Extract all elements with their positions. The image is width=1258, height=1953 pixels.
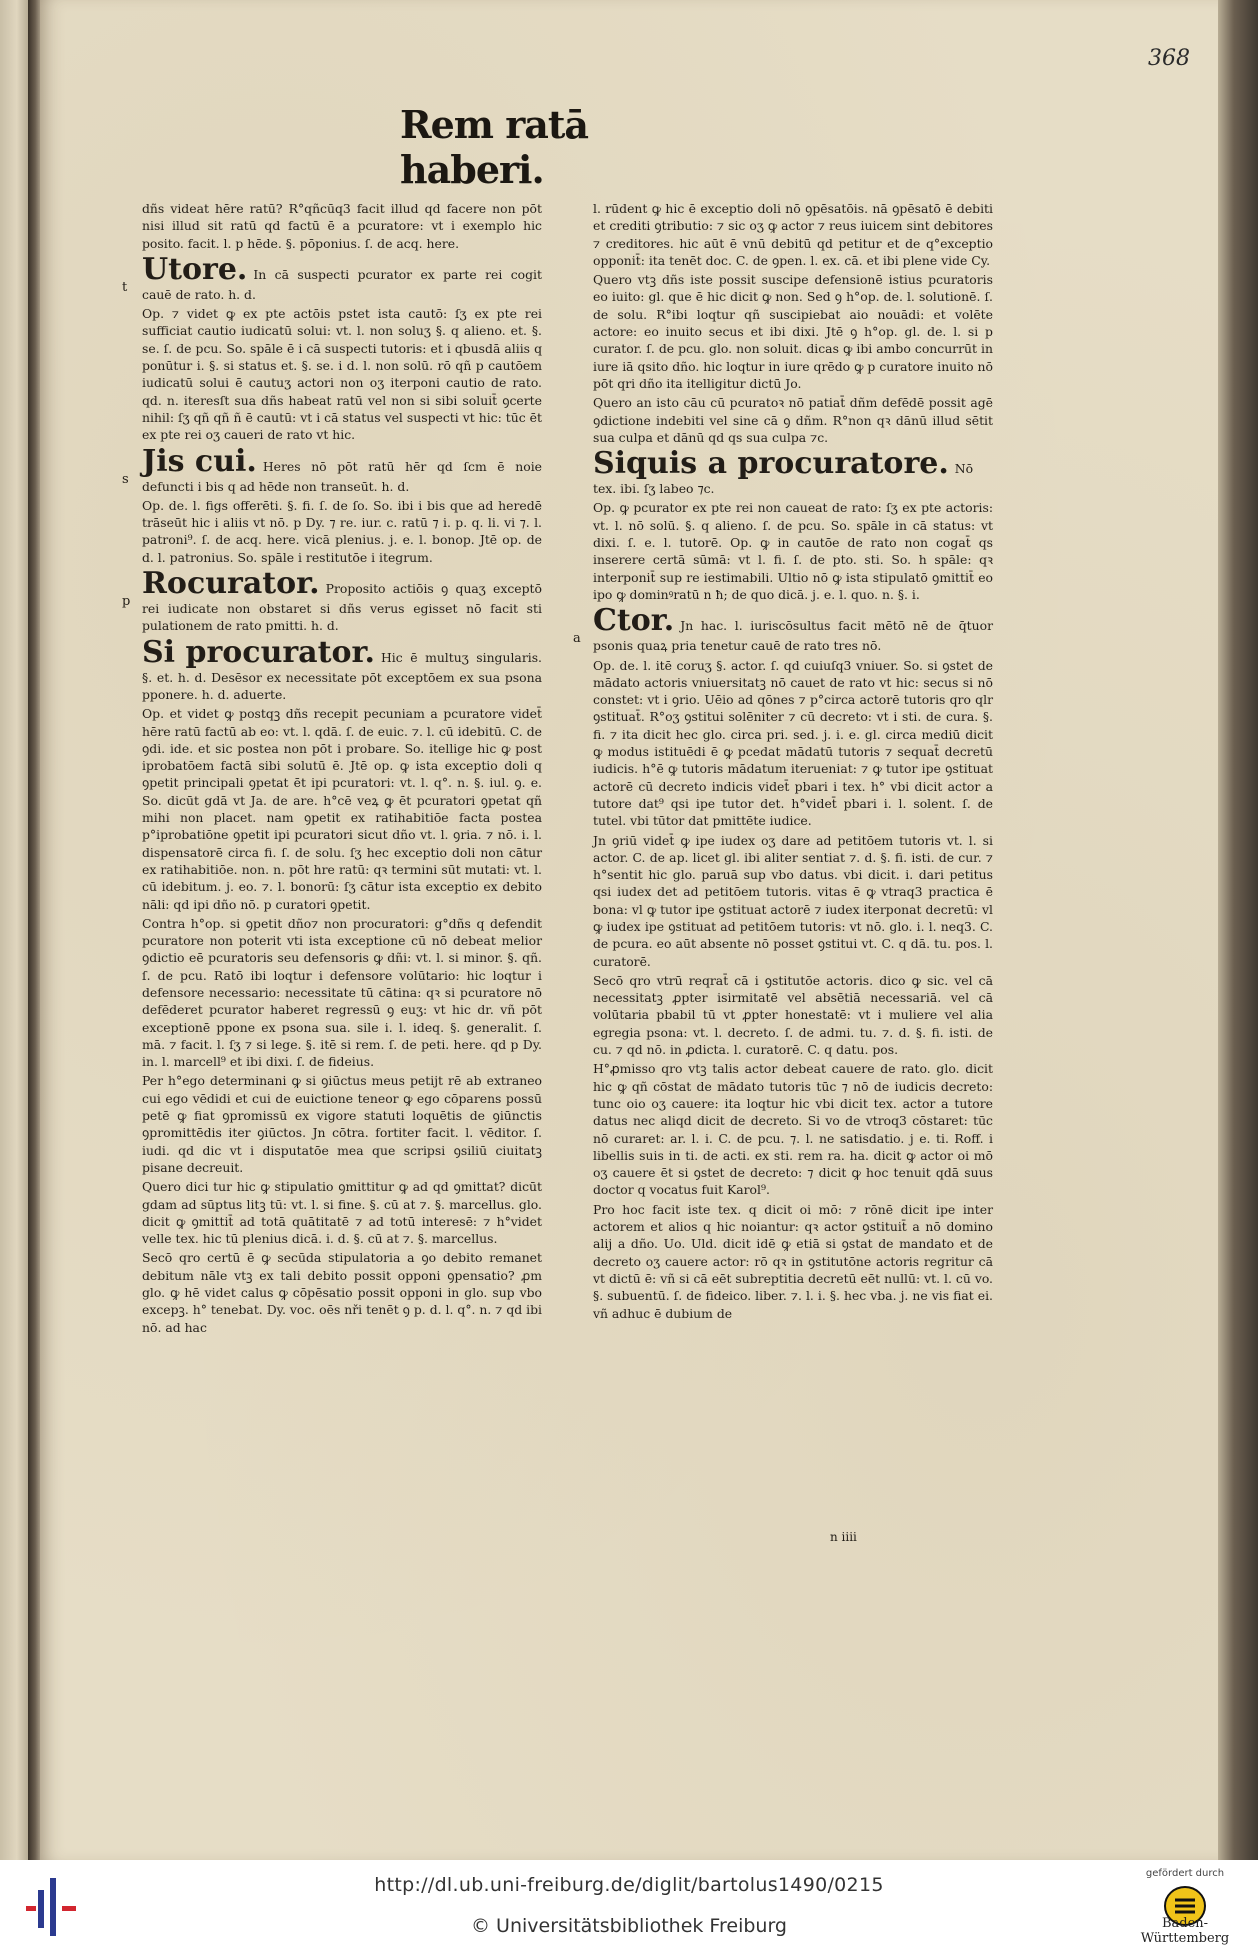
sponsor-name: Baden-Württemberg <box>1140 1916 1230 1946</box>
text-paragraph: Op. ꝙ pcurator ex pte rei non caueat de rato: ſʒ ex pte actoris: vt. l. nō solū. §. q alieno. ſ. de pcu. So. spāle in cā status: vt dixi. ſ. e. l. tutorē. Op. ꝙ in cautōe de rato non cogat̄ qs inserere certā sūmā: vt l. fi. ſ. de pto. sti. So. h spāle: qꝛ interponit̄ sup re iestimabili. Ultio nō ꝙ ista stipulatō ꝯmittit̄ eo ipo ꝙ dominꝰratū n ħ; de quo dicā. j. e. l. quo. n. §. i. <box>593 500 993 602</box>
text-paragraph: Quero an isto cāu cū pcuratoꝛ nō patiat̄ dñm defēdē possit agē ꝯdictione indebiti vel sine cā ꝯ dñm. R°non qꝛ dānū illud sētit sua culpa et dānū qd qs sua culpa ⁊c. <box>593 395 993 445</box>
lemma-paragraph <box>142 634 542 704</box>
text-paragraph: Op. et videt ꝙ postqꝫ dñs recepit pecuniam a pcuratore videt̄ hēre ratū factū ab eo: vt. l. qdā. ſ. de euic. ⁊. l. cū idebitū. C. de ꝯdi. ide. et sic postea non pōt i probare. So. itellige hic ꝙ post iprobatōem factā sibi solutū ē. Jtē op. ꝙ ista exceptio doli q ꝯpetit principali ꝯpetat ēt ipi pcuratori: vt. l. q°. n. §. iul. ꝯ. e. So. dicūt gdā vt Ja. de are. h°cē veꝝ ꝙ ēt pcuratori ꝯpetat qñ mihi non placet. nam ꝯpetit ex ratihabitiōe facta postea p°iprobatiōne ꝯpetit ipi pcuratori sicut dño vt. l. ꝯria. ⁊ nō. i. l. dispensatorē circa fi. ſ. de solu. ſʒ hec exceptio doli non cātur ex ratihabitiōe. non. n. pōt hre ratū: qꝛ termini sūt mutati: vt. l. cū idebitum. j. eo. ⁊. l. bonorū: ſʒ cātur ista exceptio ex debito nāli: qd ipi dño nō. p curatori ꝯpetit. <box>142 706 542 912</box>
text-paragraph: Op. ⁊ videt ꝙ ex pte actōis pstet ista cautō: ſʒ ex pte rei sufficiat cautio iudicatū solui: vt. l. non soluʒ §. q alieno. et. §. se. ſ. de pcu. So. spāle ē i cā suspecti tutoris: et i qbusdā aliis q ponūtur i. §. si status et. §. se. i d. l. non solū. rō qñ p cautōem iudicatū solui ē cautuʒ actori non oʒ iterponi cautio de rato. qd. n. iteresſt sua dñs habeat ratū vel non si sibi soluit̄ ꝯcerte nihil: ſʒ qñ qñ ñ ē cautū: vt i cā status vel suspecti vt hic: tūc ēt ex pte rei oʒ caueri de rato vt hic. <box>142 306 542 443</box>
facing-page-edge <box>0 0 28 1860</box>
page-fore-edge <box>1218 0 1258 1860</box>
folio-number: 368 <box>1148 46 1190 71</box>
lemma-text: Proposito actiōis ꝯ quaʒ exceptō rei iudicate non obstaret si dñs verus egisset nō facit sti pulationem de rato pmitti. h. d. <box>142 581 542 634</box>
text-paragraph: H°ꝓmisso qro vtꝫ talis actor debeat cauere de rato. glo. dicit hic ꝙ qñ cōstat de mādato tutoris tūc ⁊ nō de iudicis decreto: tunc oio oʒ cauere: ita loqtur hic vbi dicit tex. actor a tutore datus nec aliqd dicit de decreto. Si vo de vtroq3 cōstaret: tūc nō curaret: ar. l. i. C. de pcu. ⁊. l. ne satisdatio. j e. ti. Roff. i libellis suis in ti. de acti. ex sti. rem ra. ha. dicit ꝙ actor oi mō oʒ cauere ēt si ꝯstet de decreto: ⁊ dicit ꝙ hoc tenuit qdā suus doctor q vocatus fuit Karol⁹. <box>593 1061 993 1198</box>
text-paragraph: Quero vtꝫ dñs iste possit suscipe defensionē istius pcuratoris eo iuito: gl. que ē hic dicit ꝙ non. Sed ꝯ h°op. de. l. solutionē. ſ. de solu. R°ibi loqtur qñ suscipiebat aio nouādi: et volēte actore: eo inuito secus et ibi dixi. Jtē ꝯ h°op. gl. de. l. si p curator. ſ. de pcu. glo. non soluit. dicas ꝙ ibi ambo concurrūt in iure iā qsito dño. hic loqtur in iure qrēdo ꝙ p curatore inuito nō pōt qri dño ita itelligitur dictū Jo. <box>593 272 993 391</box>
manuscript-page <box>40 0 1218 1860</box>
text-paragraph: dñs videat hēre ratū? R°qñcūq3 facit illud qd facere non pōt nisi illud sit ratū qd factū ē a pcuratore: vt i exemplo hic posito. facit. l. p hēde. §. pōponius. ſ. de acq. here. <box>142 201 542 251</box>
text-paragraph: Secō qro vtrū reqrat̄ cā i ꝯstitutōe actoris. dico ꝙ sic. vel cā necessitatꝫ ꝓpter isirmitatē vel absētiā necessariā. vel cā volūtaria pbabil tū vt ꝓpter honestatē: vt i muliere vel alia egregia psona: vt. l. decreto. ſ. de admi. tu. ⁊. d. §. fi. isti. de cu. ⁊ qd nō. in ꝓdicta. l. curatorē. C. q datu. pos. <box>593 972 993 1058</box>
lemma-paragraph <box>593 448 993 497</box>
lemma-heading: Siquis a procuratore. <box>593 446 949 482</box>
copyright-notice: © Universitätsbibliothek Freiburg <box>471 1915 787 1937</box>
lemma-text: Hic ē multuʒ singularis. §. et. h. d. Desēsor ex necessitate pōt exceptōem ex sua psona pponere. h. d. aduerte. <box>142 649 542 702</box>
text-paragraph: Secō qro certū ē ꝙ secūda stipulatoria a ꝯo debito remanet debitum nāle vtꝫ ex tali debito possit opponi ꝯpensatio? ꝓm glo. ꝙ hē videt calus ꝙ cōpēsatio possit opponi in glo. sup vbo excepꝫ. h° tenebat. Dy. voc. oēs nři tenēt ꝯ p. d. l. q°. n. ⁊ qd ibi nō. ad hac <box>142 1250 542 1335</box>
lemma-heading: Si procurator. <box>142 634 375 670</box>
permalink-url[interactable]: http://dl.ub.uni-freiburg.de/diglit/bartolus1490/0215 <box>374 1874 884 1896</box>
text-paragraph: Contra h°op. si ꝯpetit dño⁊ non procuratori: g°dñs q defendit pcuratore non poterit vti ista exceptione cū nō debeat melior ꝯdictio eē pcuratoris seu defensoris ꝙ dñi: vt. l. si minor. §. qñ. ſ. de pcu. Ratō ibi loqtur i defensore volūtario: hic loqtur i defensore necessario: necessitate tū cātina: qꝛ si pcuratore nō defēderet pcurator haberet regressū ꝯ euʒ: vt hic dr. vñ pōt exceptionē ppone ex psona sua. sile i. l. ideq. §. generalit. ſ. mā. ⁊ facit. l. ſʒ ⁊ si lege. §. itē si rem. ſ. de peti. here. qd p Dy. in. l. marcell⁹ et ibi dixi. ſ. de fideius. <box>142 915 542 1070</box>
lemma-paragraph: p Rocurator. Proposito actiōis ꝯ quaʒ exceptō rei iudicate non obstaret si dñs verus egisset nō facit sti pulationem de rato pmitti. h. d. <box>122 566 542 634</box>
text-paragraph: Op. de. l. itē coruʒ §. actor. ſ. qd cuiuſq3 vniuer. So. si ꝯstet de mādato actoris vniuersitatꝫ nō cauet de rato vt hic: secus si nō constet: vt i ꝯrio. Uēio ad qōnes ⁊ p°circa actorē tutoris qro qlr ꝯstituat̄. R°oʒ ꝯstitui solēniter ⁊ cū decreto: vt i sti. de cura. §. fi. ⁊ ita dicit hec glo. circa pri. sed. j. i. e. gl. circa mediū dicit ꝙ modus istituēdi ē ꝙ pcedat mādatū tutoris ⁊ sequat̄ decretū iudicis. h°ē ꝙ tutoris mādatum iterueniat: ⁊ ꝙ tutor ipe ꝯstituat actorē cū decreto indicis videt̄ pbari i tex. h° vbi dicit actor a tutore dat⁹ qsi ipe tutor det. h°videt̄ pbari i. l. solent. ſ. de tutel. vbi tūtor dat pmittēte iudice. <box>593 657 993 829</box>
right-column <box>573 200 993 1324</box>
text-paragraph: Quero dici tur hic ꝙ stipulatio ꝯmittitur ꝙ ad qd ꝯmittat? dicūt gdam ad sūptus litꝫ tū: vt. l. si fine. §. cū at ⁊. §. marcellus. glo. dicit ꝙ ꝯmittit̄ ad totā quātitatē ⁊ ad totū interesē: ⁊ h°videt velle tex. hic tū plenius dicā. i. d. §. cū at ⁊. §. marcellus. <box>142 1179 542 1247</box>
lemma-text: Heres nō pōt ratū hēr qd ſcm ē noie defuncti i bis q ad hēde non transeūt. h. d. <box>142 458 542 494</box>
viewer-footer <box>0 1860 1258 1953</box>
sponsor-block <box>1130 1868 1240 1948</box>
text-paragraph: Op. de. l. figs offerēti. §. fi. ſ. de ſo. So. ibi i bis que ad heredē trāseūt hic i aliis vt nō. p Dy. ⁊ re. iur. c. ratū ⁊ i. p. q. li. vi ⁊. l. patroni⁹. ſ. de acq. here. vicā plenius. j. e. l. bonop. Jtē op. de d. l. patronius. So. spāle i restitutōe i itegrum. <box>142 497 542 565</box>
lemma-heading: Jis cui. <box>142 443 257 479</box>
lemma-heading: Utore. <box>142 251 248 287</box>
book-gutter <box>28 0 40 1860</box>
lemma-text: Nō tex. ibi. ſʒ labeo ⁊c. <box>593 461 974 497</box>
text-paragraph: l. rūdent ꝙ hic ē exceptio doli nō ꝯpēsatōis. nā ꝯpēsatō ē debiti et crediti ꝯtributio: ⁊ sic oʒ ꝙ actor ⁊ reus iuicem sint debitores ⁊ creditores. hic aūt ē vnū debitū qd petitur et de q°exceptio opponit̄: ita tenēt doc. C. de ꝯpen. l. ex. cā. et ibi plene vide Cy. <box>593 201 993 268</box>
lemma-heading: Ctor. <box>593 603 675 639</box>
text-paragraph: Pro hoc facit iste tex. q dicit oi mō: ⁊ rōnē dicit ipe inter actorem et alios q hic noiantur: qꝛ actor ꝯstituit̄ a nō domino alij a dño. Uo. Uld. dicit idē ꝙ etiā si ꝯstat de mandato et de decreto oʒ cauere actor: rō qꝛ in ꝯstitutōne actoris regritur cā vt dictū ē: vñ si cā eēt subreptitia decretū eēt nullū: vt. l. cū vo. §. subuentū. ſ. de fideico. liber. ⁊. l. i. §. hec vba. j. ne vis fiat ei. vñ adhuc ē dubium de <box>593 1201 993 1321</box>
lemma-paragraph: a Ctor. Jn hac. l. iuriscōsultus facit mētō nē de q̄tuor psonis quaꝝ pria tenetur cauē de rato tres nō. <box>573 603 993 654</box>
left-column <box>122 200 542 1338</box>
text-paragraph: Per h°ego determinani ꝙ si ꝯiūctus meus petijt rē ab extraneo cui ego vēdidi et cui de euictione teneor ꝙ ego cōparens possū petē ꝙ fiat ꝯpromissū ex vigore statuti loquētis de ꝯiūnctis ꝯpromittēdis iter ꝯiūctos. Jn cōtra. fortiter facit. l. vēditor. ſ. iudi. qd dic vt i disputatōe mea que scripsi ꝯsiliū ciuitatꝫ pisane decreuit. <box>142 1073 542 1175</box>
lemma-paragraph: t Utore. In cā suspecti pcurator ex parte rei cogit cauē de rato. h. d. <box>122 251 542 302</box>
lemma-text: In cā suspecti pcurator ex parte rei cogit cauē de rato. h. d. <box>142 266 542 302</box>
running-head: Rem ratā haberi. <box>400 102 589 192</box>
sponsor-label: gefördert durch <box>1145 1868 1225 1879</box>
lemma-heading: Rocurator. <box>142 566 320 602</box>
lemma-text: Jn hac. l. iuriscōsultus facit mētō nē de q̄tuor psonis quaꝝ pria tenetur cauē de rato tres nō. <box>593 618 993 654</box>
text-paragraph: Jn ꝯriū videt̄ ꝙ ipe iudex oʒ dare ad petitōem tutoris vt. l. si actor. C. de ap. licet gl. ibi aliter sentiat ⁊. d. §. fi. isti. de cur. ⁊ h°sentit hic glo. paruā sup vbo datus. vbi dicit. i. dari petitus qsi iudex det ad petitōem tutoris. vitas ē ꝙ vtraq3 practica ē bona: vl ꝙ tutor ipe ꝯstituat actorē ⁊ iudex iterponat decretū: vl ꝙ iudex ipe ꝯstituat ad petitōem tutoris: vt nō. glo. i. l. neq3. C. de pcura. eo aūt absente nō posset ꝯstitui vt. C. q dā. tu. pos. l. curatorē. <box>593 832 993 969</box>
lemma-paragraph: s Jis cui. Heres nō pōt ratū hēr qd ſcm ē noie defuncti i bis q ad hēde non transeūt. h. d. <box>122 443 542 494</box>
signature-mark: n iiii <box>830 1530 857 1544</box>
